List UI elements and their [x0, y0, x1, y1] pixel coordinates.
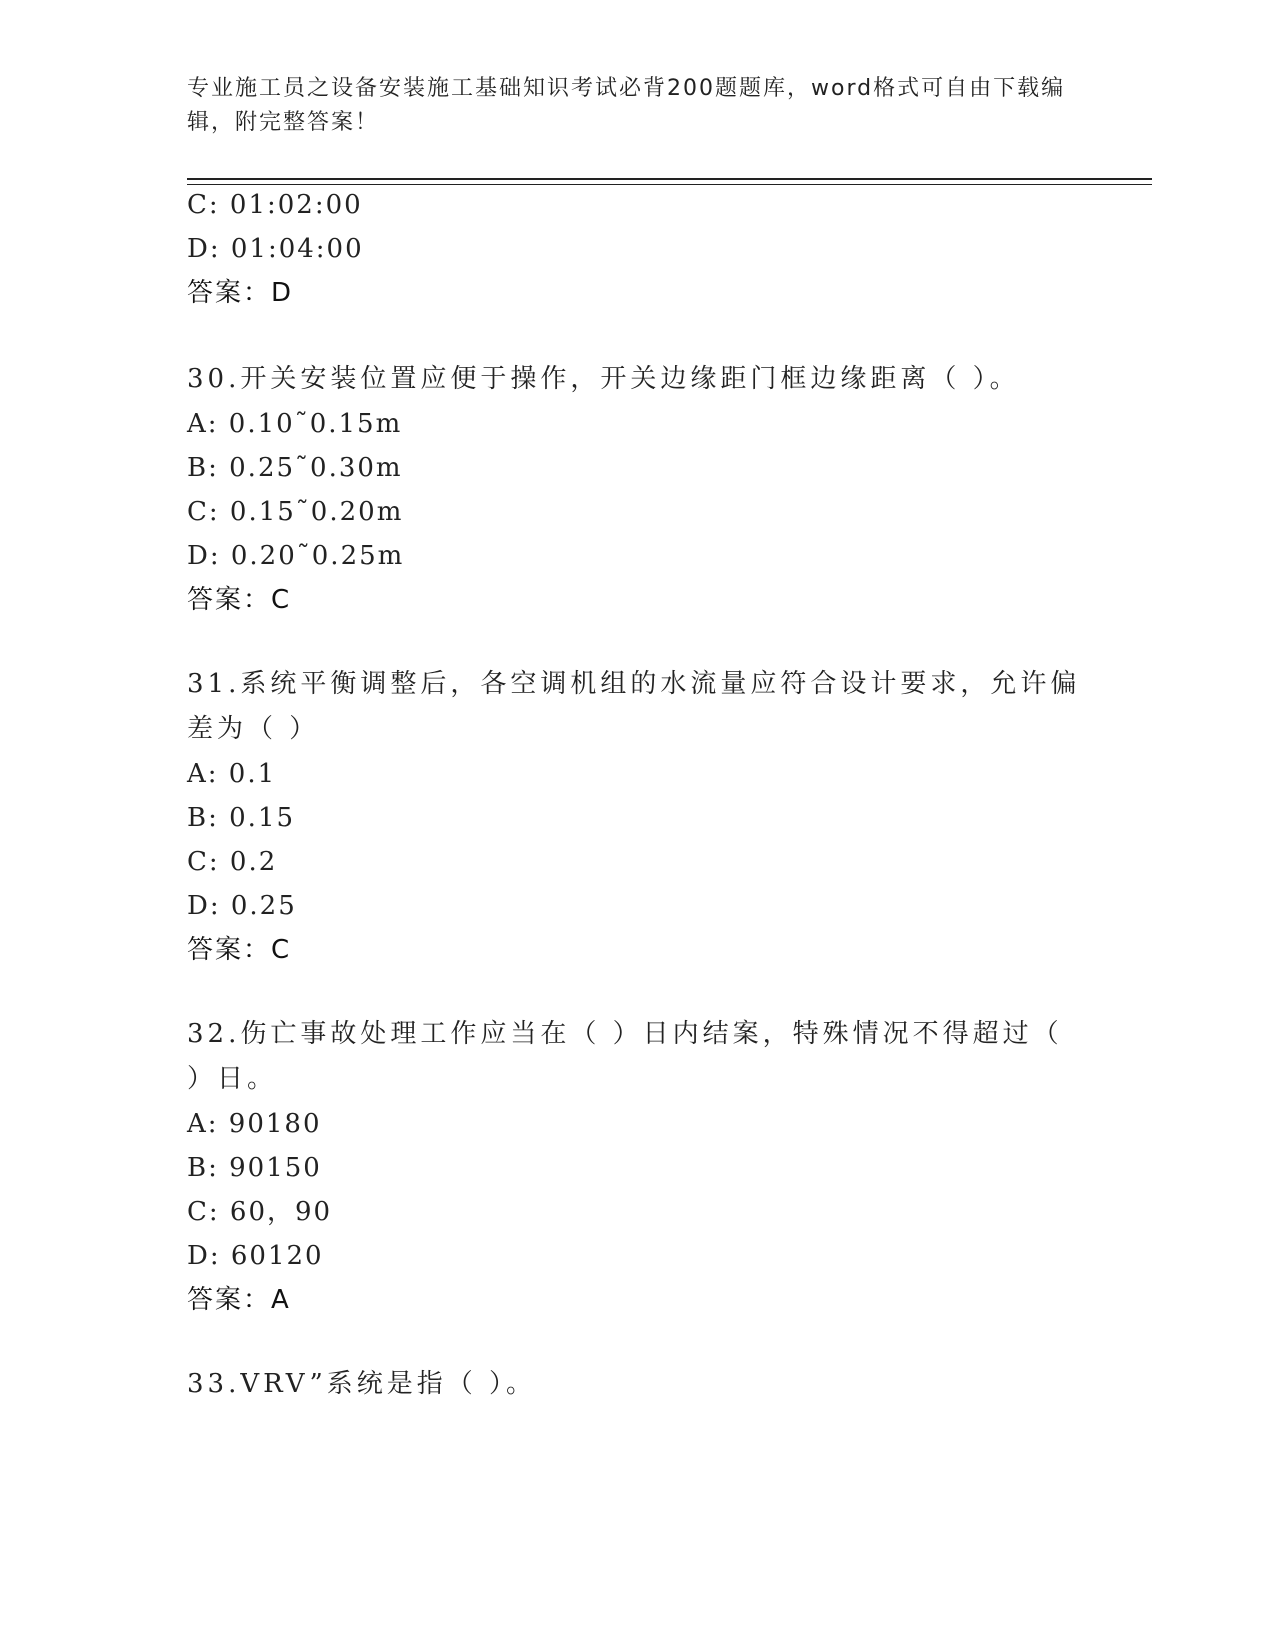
- question-30-option-a: A: 0.10˜0.15m: [187, 409, 403, 439]
- option-c: C: 01:02:00: [187, 190, 363, 220]
- question-33-text: 33.VRV”系统是指（ ）。: [187, 1369, 537, 1399]
- document-header-title: 专业施工员之设备安装施工基础知识考试必背200题题库，word格式可自由下载编辑，附完整答案！: [187, 76, 1066, 135]
- question-31-option-a: A: 0.1: [187, 759, 277, 789]
- question-31-answer: 答案：C: [187, 935, 292, 965]
- question-30-option-d: D: 0.20˜0.25m: [187, 541, 405, 571]
- question-32-option-c: C: 60，90: [187, 1197, 333, 1227]
- question-30-answer: 答案：C: [187, 585, 292, 615]
- question-30-option-c: C: 0.15˜0.20m: [187, 497, 404, 527]
- answer-label: 答案：D: [187, 278, 294, 308]
- question-31-option-d: D: 0.25: [187, 891, 297, 921]
- question-31-option-b: B: 0.15: [187, 803, 296, 833]
- question-30-text: 30.开关安装位置应便于操作，开关边缘距门框边缘距离（ ）。: [187, 364, 1020, 394]
- question-30-option-b: B: 0.25˜0.30m: [187, 453, 403, 483]
- question-32-text: 32.伤亡事故处理工作应当在（ ）日内结案，特殊情况不得超过（ ）日。: [187, 1019, 1063, 1094]
- option-d: D: 01:04:00: [187, 234, 364, 264]
- question-32-option-b: B: 90150: [187, 1153, 322, 1183]
- question-32-option-d: D: 60120: [187, 1241, 324, 1271]
- question-31-option-c: C: 0.2: [187, 847, 278, 877]
- header-divider-thin: [187, 184, 1152, 185]
- question-32-option-a: A: 90180: [187, 1109, 322, 1139]
- question-31-text: 31.系统平衡调整后，各空调机组的水流量应符合设计要求，允许偏差为（ ）: [187, 669, 1081, 744]
- question-32-answer: 答案：A: [187, 1285, 291, 1315]
- header-divider-thick: [187, 178, 1152, 180]
